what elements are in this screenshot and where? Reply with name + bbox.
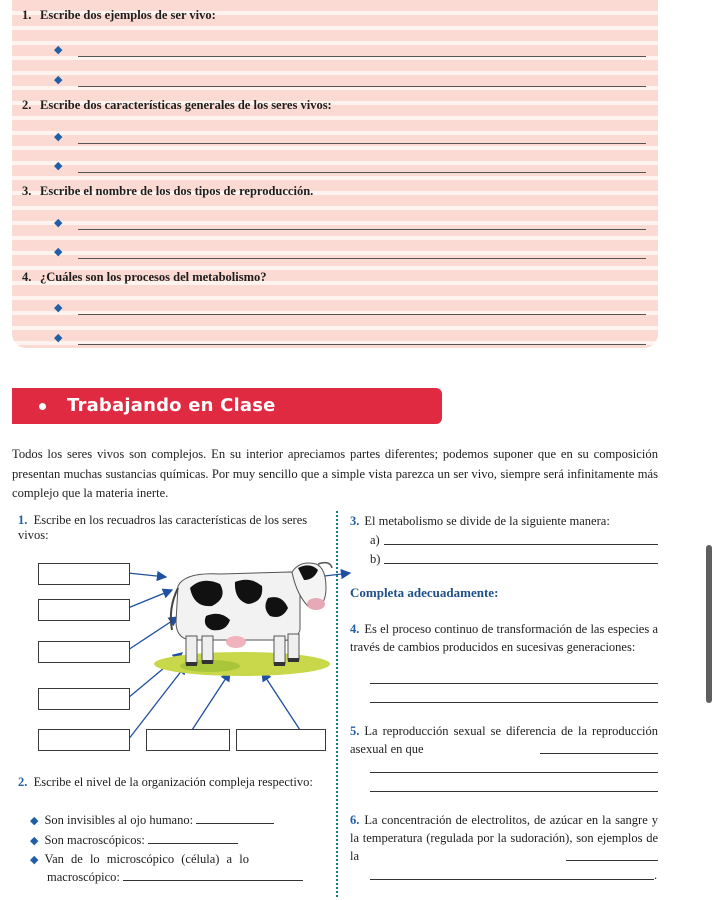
blank-field[interactable] <box>148 832 238 844</box>
diamond-bullet-icon: ◆ <box>30 835 39 847</box>
blank-field[interactable] <box>370 683 658 684</box>
diamond-bullet-icon: ◆ <box>54 217 63 229</box>
diamond-bullet-icon: ◆ <box>54 74 63 86</box>
answer-box[interactable] <box>38 729 130 751</box>
exercise-3-a: a) <box>370 533 380 547</box>
arrow-line <box>192 672 230 730</box>
arrow-line <box>262 672 300 730</box>
exercise-3: 3. El metabolismo se divide de la siguiente manera: <box>350 514 610 528</box>
diamond-bullet-icon: ◆ <box>54 246 63 258</box>
exercise-5: 5. La reproducción sexual se diferencia de la reproducción asexual en que <box>350 724 658 756</box>
blank-field[interactable] <box>370 879 654 880</box>
grass-patch <box>154 652 330 676</box>
intro-paragraph: Todos los seres vivos son complejos. En su interior apreciamos partes diferentes; podemos suponer que en su composición presentan muchas sustancias químicas. Por muy sencillo que a simple vista parezca un ser vivo, siempre será infinitamente más complejo que la materia inerte. <box>12 447 658 500</box>
diamond-bullet-icon: ◆ <box>54 332 63 344</box>
answer-box[interactable] <box>38 599 130 621</box>
section-title: Trabajando en Clase <box>67 395 276 416</box>
answer-box[interactable] <box>38 563 130 585</box>
question-1: 1. Escribe dos ejemplos de ser vivo: <box>22 8 216 22</box>
column-divider <box>336 511 338 897</box>
exercise-4: 4. Es el proceso continuo de transformación de las especies a través de cambios producidos en sucesivas generaciones: <box>350 622 658 654</box>
answer-box[interactable] <box>38 688 130 710</box>
list-item: ◆ Son macroscópicos: <box>30 832 238 849</box>
exercise-1: 1. Escribe en los recuadros las características de los seres vivos: <box>18 513 308 542</box>
blank-field[interactable] <box>123 869 303 881</box>
exercise-2: 2. Escribe el nivel de la organización compleja respectivo: <box>18 775 313 789</box>
diamond-bullet-icon: ◆ <box>54 160 63 172</box>
blank-field[interactable] <box>370 702 658 703</box>
question-4: 4. ¿Cuáles son los procesos del metabolismo? <box>22 270 267 284</box>
blank-field[interactable] <box>370 772 658 773</box>
blank-field[interactable] <box>384 544 658 545</box>
cow-udder <box>226 636 246 648</box>
diamond-bullet-icon: ◆ <box>30 854 39 866</box>
blank-field[interactable] <box>196 812 274 824</box>
blank-field[interactable] <box>566 860 658 861</box>
blank-field[interactable] <box>384 563 658 564</box>
scrollbar[interactable] <box>706 545 712 703</box>
answer-box[interactable] <box>236 729 326 751</box>
diamond-bullet-icon: ◆ <box>54 131 63 143</box>
question-3: 3. Escribe el nombre de los dos tipos de reproducción. <box>22 184 314 198</box>
blank-field[interactable] <box>370 791 658 792</box>
exercise-3-b: b) <box>370 552 381 566</box>
answer-box[interactable] <box>146 729 230 751</box>
question-2: 2. Escribe dos características generales de los seres vivos: <box>22 98 332 112</box>
list-item-continuation: macroscópico: <box>47 869 303 885</box>
cow-illustration <box>150 558 335 678</box>
blank-field[interactable] <box>540 753 658 754</box>
period-mark: . <box>654 868 658 882</box>
diamond-bullet-icon: ◆ <box>30 815 39 827</box>
list-item: ◆ Son invisibles al ojo humano: <box>30 812 274 829</box>
list-item: ◆ Van de lo microscópico (célula) a lo <box>30 852 249 866</box>
diamond-bullet-icon: ◆ <box>54 44 63 56</box>
diamond-bullet-icon: ◆ <box>54 302 63 314</box>
exercise-6: 6. La concentración de electrolitos, de azúcar en la sangre y la temperatura (regulada por la sudoración), son ejemplos de la <box>350 813 658 863</box>
section-heading: Completa adecuadamente: <box>350 585 499 600</box>
answer-box[interactable] <box>38 641 130 663</box>
